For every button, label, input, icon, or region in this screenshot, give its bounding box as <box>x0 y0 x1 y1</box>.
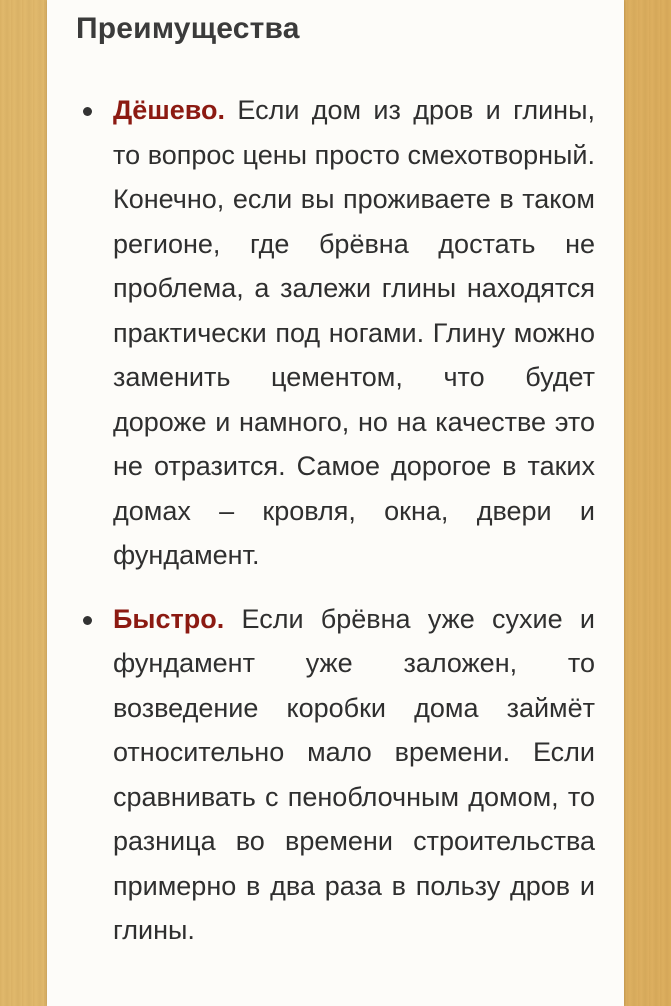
bullet-icon <box>83 616 92 625</box>
section-heading: Преимущества <box>76 12 300 45</box>
advantage-text: Если брёвна уже сухие и фундамент уже заложен, то возведение коробки дома займёт относительно мало времени. Если сравнивать с пеноблочным домом, то разница во времени строительства примерно в два раза в пользу дров и глины. <box>113 603 595 945</box>
bullet-icon <box>83 107 92 116</box>
advantage-term: Быстро. <box>113 603 242 634</box>
list-item <box>47 597 624 953</box>
article-card <box>47 0 624 1006</box>
list-item <box>47 88 624 578</box>
advantage-term: Дёшево. <box>113 95 238 125</box>
advantage-text: Если дом из дров и глины, то вопрос цены просто смехотворный. Конечно, если вы проживаете в таком регионе, где брёвна достать не проблема, а залежи глины находятся практически под ногами. Глину можно заменить цементом, что будет дороже и намного, но на качестве это не отразится. Самое дорогое в таких домах – кровля, окна, двери и фундамент. <box>113 95 596 570</box>
advantages-list <box>47 88 624 972</box>
